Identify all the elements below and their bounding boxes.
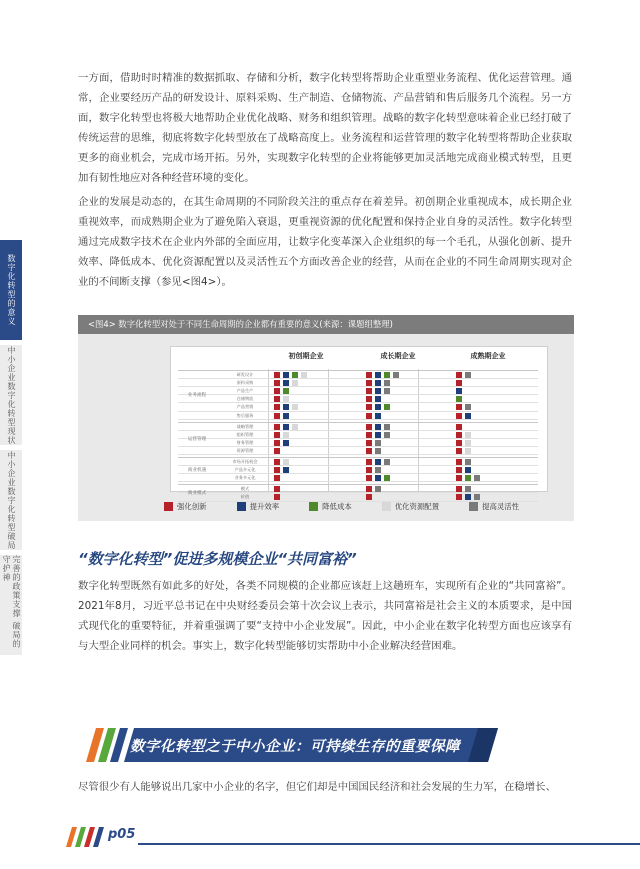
paragraph-lifecycle: 企业的发展是动态的，在其生命周期的不同阶段关注的重点存在着差异。初创期企业重视成本，成长期企业重视效率，而成熟期企业为了避免陷入衰退，更重视资源的优化配置和保持企业自身的灵活性。数字化转型通过完成数字技术在企业内外部的全面应用，让数字化变革深入企业组织的每一个毛孔，从强化创新、提升效率、降低成本、优化资源配置以及灵活性五个方面改善企业的经营，从而在企业的不同生命周期实现对企业的不间断支撑（参见<图4>）。 — [78, 196, 572, 288]
matrix-cell-marker — [283, 467, 289, 473]
matrix-cell-marker — [366, 424, 372, 430]
matrix-cell-marker — [456, 404, 462, 410]
matrix-cell-marker — [465, 448, 471, 454]
matrix-cell-marker — [375, 404, 381, 410]
matrix-cell-marker — [366, 380, 372, 386]
matrix-cell-marker — [283, 432, 289, 438]
matrix-cell-marker — [274, 475, 280, 481]
matrix-cell-marker — [456, 467, 462, 473]
legend-label: 降低成本 — [322, 502, 352, 511]
matrix-cell-marker — [366, 440, 372, 446]
matrix-cell-marker — [465, 413, 471, 419]
matrix-cell-marker — [456, 486, 462, 492]
matrix-cell-marker — [474, 494, 480, 500]
matrix-cell-marker — [384, 475, 390, 481]
row-divider — [178, 394, 538, 395]
matrix-cell-marker — [292, 404, 298, 410]
row-label: 研发设计 — [236, 372, 254, 377]
matrix-cell-marker — [384, 459, 390, 465]
matrix-cell-marker — [283, 413, 289, 419]
banner-heading: 数字化转型之于中小企业：可持续生存的重要保障 — [130, 739, 460, 755]
row-label: 模式 — [240, 486, 250, 492]
matrix-cell-marker — [375, 413, 381, 419]
legend-label: 提升效率 — [249, 502, 280, 511]
matrix-cell-marker — [375, 475, 381, 481]
paragraph-common-prosperity: 数字化转型既然有如此多的好处，各类不同规模的企业都应该赶上这趟班车，实现所有企业的“共同富裕”。2021年8月，习近平总书记在中央财经委员会第十次会议上表示，共同富裕是社会主义的本质要求，是中国式现代化的重要特征，并着重强调了要“支持中小企业发展”。因此，中小企业在数字化转型方面也应该享有与大型企业同样的机会。事实上，数字化转型能够切实帮助中小企业解决经营困难。 — [78, 580, 572, 652]
row-divider — [178, 438, 538, 439]
group-divider — [178, 484, 538, 485]
matrix-cell-marker — [465, 404, 471, 410]
group-divider — [178, 370, 538, 371]
legend-item — [382, 501, 439, 512]
matrix-cell-marker — [283, 440, 289, 446]
group-divider — [178, 457, 538, 458]
row-label: 财务管理 — [236, 439, 254, 445]
matrix-cell-marker — [465, 372, 471, 378]
row-divider — [178, 446, 538, 447]
side-tab-policy[interactable] — [0, 555, 22, 656]
figure-legend — [164, 501, 549, 512]
matrix-cell-marker — [274, 440, 280, 446]
figure-title: <图4> 数字化转型对处于不同生命周期的企业都有重要的意义(来源：课题组整理) — [78, 315, 574, 334]
legend-item — [237, 501, 280, 512]
row-divider — [178, 492, 538, 493]
legend-item — [469, 501, 519, 512]
matrix-cell-marker — [465, 459, 471, 465]
row-divider — [178, 481, 538, 482]
legend-swatch — [469, 502, 478, 511]
matrix-cell-marker — [366, 486, 372, 492]
matrix-cell-marker — [375, 459, 381, 465]
legend-label: 强化创新 — [177, 502, 207, 511]
matrix-cell-marker — [456, 432, 462, 438]
matrix-cell-marker — [375, 380, 381, 386]
stage-header: 成长期企业 — [380, 352, 416, 360]
matrix-cell-marker — [465, 486, 471, 492]
row-label: 资源管理 — [236, 447, 254, 453]
matrix-cell-marker — [274, 486, 280, 492]
matrix-cell-marker — [456, 459, 462, 465]
matrix-cell-marker — [456, 413, 462, 419]
row-divider — [178, 430, 538, 431]
matrix-cell-marker — [465, 475, 471, 481]
page-number: p05 — [108, 827, 136, 842]
row-label: 产品营销 — [236, 404, 254, 410]
legend-swatch — [382, 502, 391, 511]
matrix-cell-marker — [292, 424, 298, 430]
row-divider — [178, 402, 538, 403]
matrix-cell-marker — [366, 372, 372, 378]
matrix-cell-marker — [456, 396, 462, 402]
matrix-cell-marker — [375, 432, 381, 438]
matrix-cell-marker — [456, 388, 462, 394]
matrix-cell-marker — [456, 372, 462, 378]
row-divider — [178, 378, 538, 379]
row-label: 售后服务 — [236, 412, 254, 418]
group-label: 业务流程 — [187, 393, 207, 399]
legend-swatch — [164, 502, 173, 511]
stage-header: 成熟期企业 — [470, 352, 506, 360]
matrix-cell-marker — [292, 372, 298, 378]
row-label: 仓储物流 — [236, 396, 254, 402]
matrix-cell-marker — [384, 380, 390, 386]
matrix-cell-marker — [366, 494, 372, 500]
matrix-cell-marker — [456, 380, 462, 386]
matrix-cell-marker — [375, 424, 381, 430]
matrix-cell-marker — [274, 448, 280, 454]
matrix-cell-marker — [366, 404, 372, 410]
matrix-cell-marker — [274, 432, 280, 438]
legend-swatch — [309, 502, 318, 511]
matrix-cell-marker — [366, 448, 372, 454]
matrix-cell-marker — [283, 380, 289, 386]
matrix-cell-marker — [283, 372, 289, 378]
matrix-cell-marker — [283, 404, 289, 410]
legend-item — [164, 501, 207, 512]
matrix-cell-marker — [283, 459, 289, 465]
paragraph-operations: 一方面，借助时时精准的数据抓取、存储和分析，数字化转型将帮助企业重塑业务流程、优化运营管理。通常，企业要经历产品的研发设计、原料采购、生产制造、仓储物流、产品营销和售后服务几个流程。另一方面，数字化转型也将极大地帮助企业优化战略、财务和组织管理。战略的数字化转型意味着企业已经打破了传统运营的思维，彻底将数字化转型放在了战略高度上。业务流程和运营管理的数字化转型将帮助企业获取更多的商业机会，完成市场开拓。另外，实现数字化转型的企业将能够更加灵活地完成商业模式转型，且更加有韧性地应对各种经营环境的变化。 — [78, 72, 572, 184]
matrix-cell-marker — [375, 448, 381, 454]
side-tab-breakthrough[interactable] — [0, 450, 22, 551]
matrix-cell-marker — [465, 467, 471, 473]
matrix-cell-marker — [274, 396, 280, 402]
matrix-cell-marker — [456, 424, 462, 430]
side-tab-meaning[interactable] — [0, 240, 22, 340]
matrix-cell-marker — [274, 372, 280, 378]
row-divider — [178, 454, 538, 455]
row-label: 战略管理 — [236, 423, 254, 429]
figure-4 — [78, 315, 574, 521]
group-divider — [178, 422, 538, 423]
row-divider — [178, 419, 538, 420]
legend-item — [309, 501, 352, 512]
matrix-cell-marker — [465, 494, 471, 500]
row-label: 业务多元化 — [234, 475, 256, 481]
matrix-cell-marker — [366, 467, 372, 473]
footer-stripes-icon — [66, 827, 108, 847]
row-label: 产品多元化 — [234, 467, 256, 473]
matrix-cell-marker — [283, 424, 289, 430]
matrix-cell-marker — [274, 388, 280, 394]
matrix-cell-marker — [274, 413, 280, 419]
matrix-cell-marker — [465, 440, 471, 446]
row-label: 原料采购 — [236, 380, 254, 386]
row-label: 组织管理 — [236, 431, 254, 437]
matrix-cell-marker — [366, 475, 372, 481]
matrix-cell-marker — [366, 396, 372, 402]
matrix-cell-marker — [465, 432, 471, 438]
row-label: 价值 — [240, 494, 250, 500]
matrix-cell-marker — [384, 404, 390, 410]
matrix-cell-marker — [375, 486, 381, 492]
matrix-cell-marker — [274, 459, 280, 465]
side-tab-label: 完善的政策支撑 破局的守护神 — [2, 555, 21, 649]
matrix-cell-marker — [456, 475, 462, 481]
matrix-cell-marker — [456, 448, 462, 454]
matrix-cell-marker — [375, 372, 381, 378]
group-label: 商业机遇 — [187, 468, 207, 474]
row-label: 市场开拓机会 — [232, 459, 258, 464]
matrix-cell-marker — [456, 494, 462, 500]
matrix-cell-marker — [366, 413, 372, 419]
group-label: 运营管理 — [187, 436, 207, 442]
row-label: 产品生产 — [236, 388, 254, 394]
matrix-cell-marker — [456, 440, 462, 446]
side-tab-status[interactable] — [0, 345, 22, 446]
matrix-cell-marker — [366, 459, 372, 465]
side-tab-label: 中小企业数字化转型破局 — [7, 450, 16, 550]
matrix-cell-marker — [274, 424, 280, 430]
matrix-cell-marker — [274, 494, 280, 500]
side-tab-label: 中小企业数字化转型现状 — [7, 345, 16, 445]
legend-label: 优化资源配置 — [394, 502, 440, 511]
matrix-cell-marker — [384, 388, 390, 394]
row-divider — [178, 386, 538, 387]
matrix-cell-marker — [375, 440, 381, 446]
row-divider — [178, 465, 538, 466]
section-heading: “数字化转型”促进多规模企业“共同富裕” — [78, 550, 357, 568]
matrix-cell-marker — [375, 396, 381, 402]
matrix-cell-marker — [375, 467, 381, 473]
matrix-cell-marker — [274, 467, 280, 473]
matrix-cell-marker — [375, 388, 381, 394]
group-label: 商业模式 — [187, 491, 207, 497]
matrix-cell-marker — [283, 388, 289, 394]
row-divider — [178, 473, 538, 474]
matrix-cell-marker — [283, 396, 289, 402]
matrix-cell-marker — [393, 372, 399, 378]
matrix-cell-marker — [366, 432, 372, 438]
matrix-cell-marker — [384, 424, 390, 430]
legend-label: 提高灵活性 — [482, 502, 520, 511]
paragraph-sme: 尽管很少有人能够说出几家中小企业的名字，但它们却是中国国民经济和社会发展的生力军，在稳增长、 — [78, 781, 556, 793]
stage-header: 初创期企业 — [288, 352, 324, 360]
matrix-cell-marker — [274, 380, 280, 386]
matrix-cell-marker — [384, 372, 390, 378]
footer-rule — [138, 843, 640, 845]
side-tab-label: 数字化转型的意义 — [7, 254, 16, 326]
matrix-cell-marker — [301, 372, 307, 378]
matrix-cell-marker — [366, 388, 372, 394]
legend-swatch — [237, 502, 246, 511]
matrix-cell-marker — [292, 380, 298, 386]
matrix-cell-marker — [384, 432, 390, 438]
matrix-cell-marker — [474, 475, 480, 481]
matrix-cell-marker — [274, 404, 280, 410]
row-divider — [178, 411, 538, 412]
